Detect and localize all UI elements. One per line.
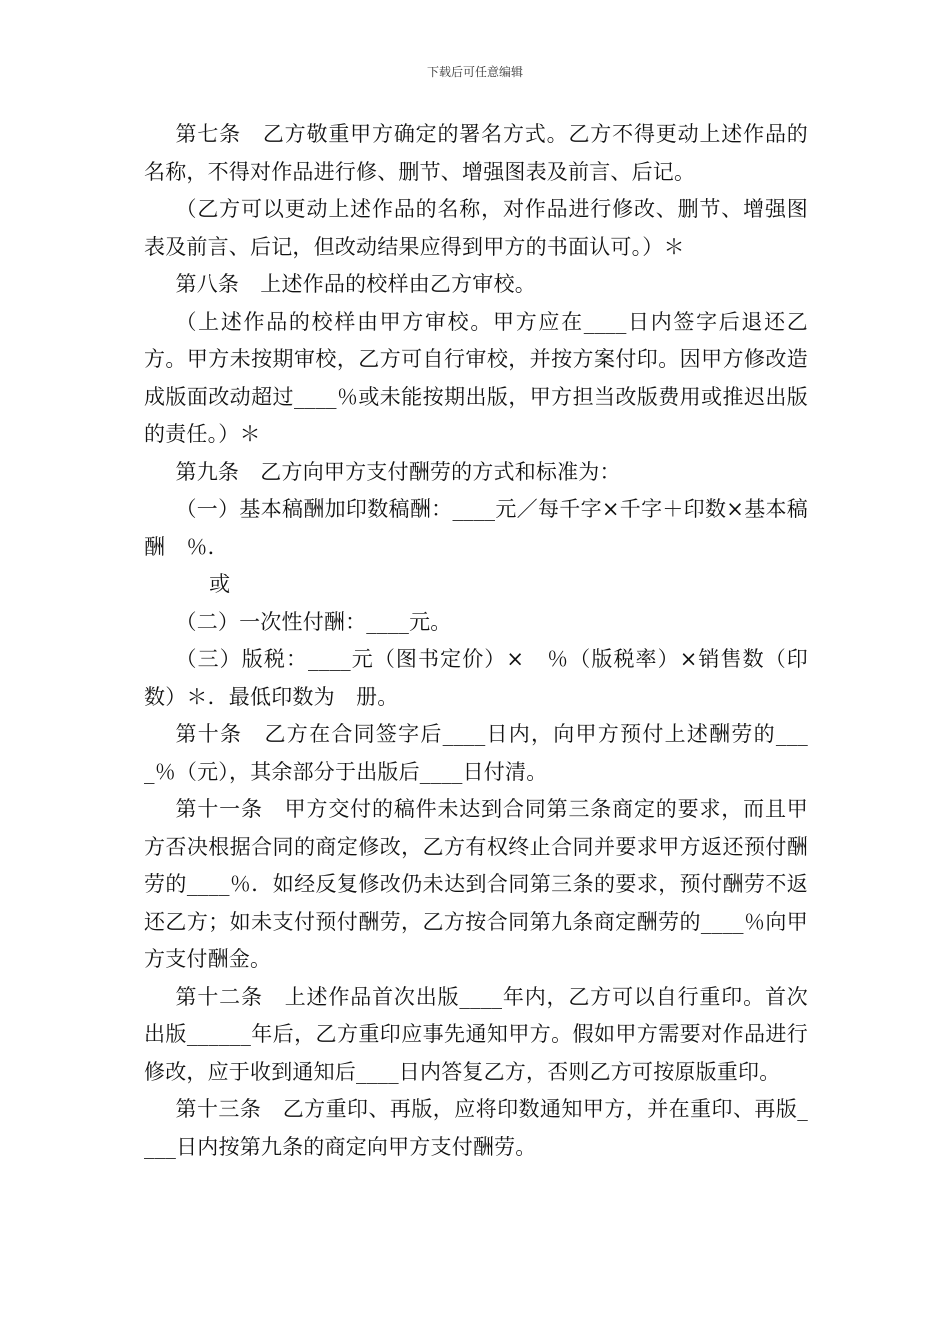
article-11: 第十一条 甲方交付的稿件未达到合同第三条商定的要求，而且甲方否决根据合同的商定修改，乙方有权终止合同并要求甲方返还预付酬劳的____％．如经反复修改仍未达到合同第三条的要求，预付酬劳不返还乙方；如未支付预付酬劳，乙方按合同第九条商定酬劳的____％向甲方支付酬金。 (144, 797, 808, 971)
article-9-option-1: （一）基本稿酬加印数稿酬：____元／每千字×千字＋印数×基本稿酬 ％． (144, 497, 808, 559)
article-10: 第十条 乙方在合同签字后____日内，向甲方预付上述酬劳的____％（元），其余部分于出版后____日付清。 (144, 722, 808, 784)
article-8: 第八条 上述作品的校样由乙方审校。 (175, 272, 536, 296)
article-12: 第十二条 上述作品首次出版____年内，乙方可以自行重印。首次出版______年后，乙方重印应事先通知甲方。假如甲方需要对作品进行修改，应于收到通知后____日内答复乙方，否则乙方可按原版重印。 (144, 984, 808, 1084)
article-9: 第九条 乙方向甲方支付酬劳的方式和标准为： (175, 459, 621, 484)
article-7: 第七条 乙方敬重甲方确定的署名方式。乙方不得更动上述作品的名称，不得对作品进行修、删节、增强图表及前言、后记。 (144, 122, 808, 184)
article-9-option-2: （二）一次性付酬：____元。 (175, 609, 452, 634)
article-7-alternative: （乙方可以更动上述作品的名称，对作品进行修改、删节、增强图表及前言、后记，但改动结果应得到甲方的书面认可。）＊ (144, 197, 808, 259)
page-header: 下载后可任意编辑 (426, 65, 523, 79)
article-8-alternative: （上述作品的校样由甲方审校。甲方应在____日内签字后退还乙方。甲方未按期审校，乙方可自行审校，并按方案付印。因甲方修改造成版面改动超过____％或未能按期出版，甲方担当改版费用或推迟出版的责任。）＊ (144, 309, 808, 446)
option-separator: 或 (209, 572, 231, 596)
article-9-option-3: （三）版税：____元（图书定价）× ％（版税率）×销售数（印数）＊．最低印数为 册。 (144, 647, 808, 709)
article-13: 第十三条 乙方重印、再版，应将印数通知甲方，并在重印、再版____日内按第九条的商定向甲方支付酬劳。 (144, 1097, 808, 1159)
document-body (144, 116, 808, 1166)
